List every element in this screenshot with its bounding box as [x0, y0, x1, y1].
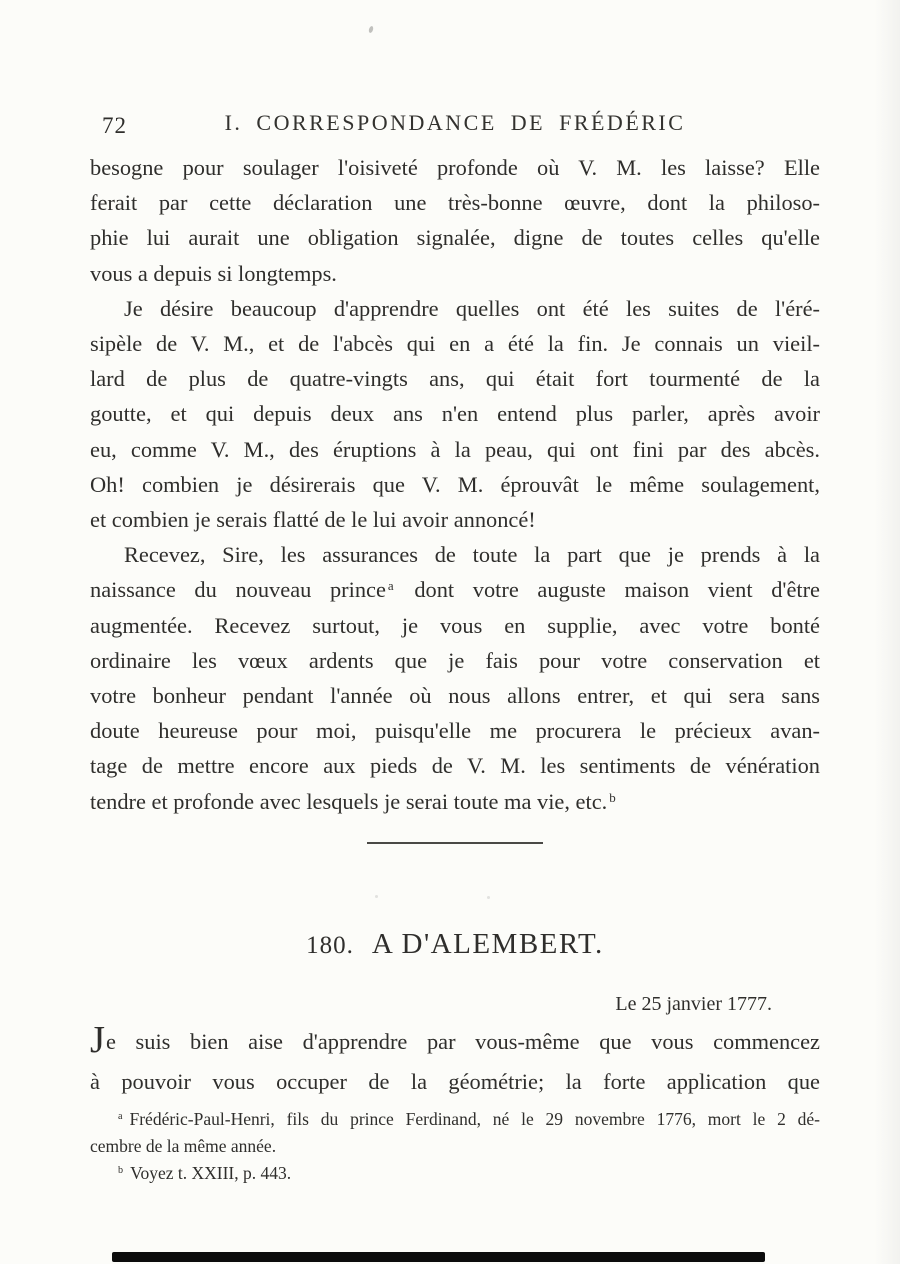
text-segment: naissance du nouveau prince	[90, 577, 386, 603]
letter-number: 180.	[306, 932, 354, 959]
footnotes	[90, 1106, 820, 1187]
letter-opening	[90, 1019, 820, 1102]
text-line: doute heureuse pour moi, puisqu'elle me procurera le précieux avan-	[90, 718, 820, 744]
text-line	[90, 784, 820, 819]
section-divider	[367, 842, 543, 844]
footnote-text: Frédéric-Paul-Henri, fils du prince Ferdinand, né le 29 novembre 1776, mort le 2 dé-	[129, 1109, 820, 1129]
text-line: Je désire beaucoup d'apprendre quelles ont été les suites de l'éré-	[124, 295, 820, 321]
text-line: besogne pour soulager l'oisiveté profonde où V. M. les laisse? Elle	[90, 155, 820, 180]
text-line: ordinaire les vœux ardents que je fais pour votre conservation et	[90, 647, 820, 673]
page-number: 72	[102, 113, 127, 138]
footnote-ref-b: b	[609, 789, 616, 805]
text-line	[90, 1019, 820, 1062]
letter-body	[90, 150, 820, 819]
text-line: Recevez, Sire, les assurances de toute la part que je prends à la	[124, 542, 820, 568]
letter-heading	[90, 928, 820, 961]
text-line: vous a depuis si longtemps.	[90, 260, 337, 286]
footnote-text: Voyez t. XXIII, p. 443.	[130, 1163, 292, 1183]
running-title: I. CORRESPONDANCE DE FRÉDÉRIC	[224, 110, 686, 135]
footnote-a-marker: a	[118, 1111, 123, 1123]
text-line	[90, 572, 820, 607]
scan-speck	[368, 26, 374, 34]
text-line: Oh! combien je désirerais que V. M. éprouvât le même soulagement,	[90, 471, 820, 497]
text-segment: tendre et profonde avec lesquels je serai toute ma vie, etc.	[90, 788, 608, 814]
text-line: phie lui aurait une obligation signalée, digne de toutes celles qu'elle	[90, 225, 820, 251]
text-line: et combien je serais flatté de le lui avoir annoncé!	[90, 507, 536, 533]
text-line: sipèle de V. M., et de l'abcès qui en a été la fin. Je connais un vieil-	[90, 331, 820, 357]
footnote-ref-a: a	[387, 578, 394, 594]
drop-cap: J	[90, 1019, 106, 1061]
text-line: eu, comme V. M., des éruptions à la peau, qui ont fini par des abcès.	[90, 436, 820, 462]
text-segment: dont votre auguste maison vient d'être	[395, 577, 820, 603]
text-line: votre bonheur pendant l'année où nous allons entrer, et qui sera sans	[90, 683, 820, 709]
letter-title: A D'ALEMBERT.	[371, 928, 604, 960]
letter-date: Le 25 janvier 1777.	[615, 993, 772, 1015]
scan-speck	[487, 896, 490, 899]
text-line: à pouvoir vous occuper de la géométrie; la forte application que	[90, 1069, 820, 1094]
footnote-a	[90, 1106, 820, 1133]
page-header	[90, 110, 820, 142]
text-segment: e suis bien aise d'apprendre par vous-même que vous commencez	[106, 1029, 820, 1054]
footnote-a-continued: cembre de la même année.	[90, 1136, 277, 1156]
footnote-b	[90, 1160, 820, 1187]
scan-speck	[375, 895, 378, 898]
text-line: tage de mettre encore aux pieds de V. M. les sentiments de vénération	[90, 753, 820, 779]
text-line: goutte, et qui depuis deux ans n'en entend plus parler, après avoir	[90, 401, 820, 427]
scan-artifact-bar	[112, 1252, 765, 1262]
text-line: lard de plus de quatre-vingts ans, qui était fort tourmenté de la	[90, 366, 820, 392]
footnote-b-marker: b	[118, 1165, 124, 1177]
text-line: augmentée. Recevez surtout, je vous en supplie, avec votre bonté	[90, 612, 820, 638]
text-line: ferait par cette déclaration une très-bonne œuvre, dont la philoso-	[90, 190, 820, 216]
